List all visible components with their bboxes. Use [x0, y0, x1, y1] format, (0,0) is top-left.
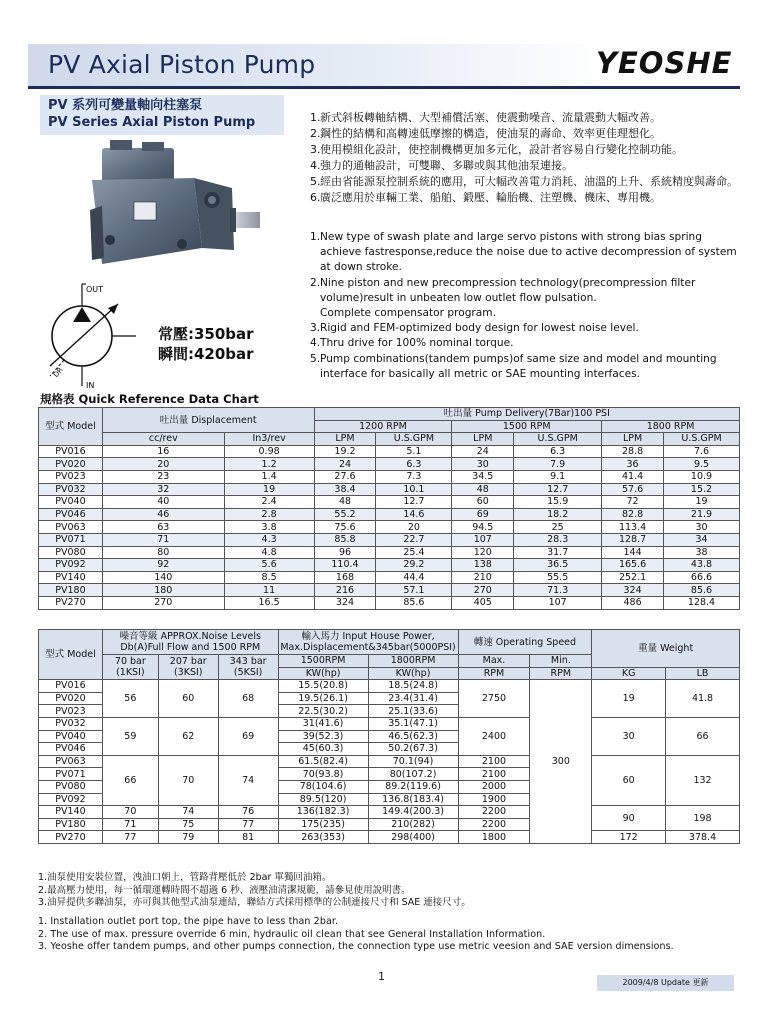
value-cell: 43.8 — [664, 559, 740, 572]
symbol-out-label: OUT — [86, 285, 104, 294]
value-cell: 7.3 — [376, 470, 452, 483]
table-row: PV092 89.5(120) 136.8(183.4) 1900 — [39, 793, 740, 806]
model-cell: PV140 — [39, 571, 103, 584]
value-cell: 31.7 — [514, 546, 602, 559]
value-cell: 110.4 — [314, 559, 376, 572]
value-cell: 44.4 — [376, 571, 452, 584]
value-cell: 92 — [102, 559, 224, 572]
col-header-noise: 噪音等級 APPROX.Noise Levels Db(A)Full Flow and 1500 RPM — [102, 630, 278, 655]
value-cell: 57.1 — [376, 584, 452, 597]
unit-header: RPM — [458, 667, 530, 680]
table-row: PV180 71 75 77 175(235) 210(282) 2200 — [39, 818, 740, 831]
value-cell: 165.6 — [602, 559, 664, 572]
value-cell: 15.9 — [514, 496, 602, 509]
table-row — [39, 470, 740, 483]
unit-header: RPM — [530, 667, 592, 680]
col-header-rpm: 1200 RPM — [314, 420, 452, 433]
value-cell: 10.1 — [376, 483, 452, 496]
symbol-in-label: IN — [86, 381, 95, 390]
noise-col: 207 bar (3KSI) — [158, 655, 218, 680]
page-title: PV Axial Piston Pump — [48, 50, 316, 79]
table-row: PV032 59 62 69 31(41.6) 35.1(47.1) 2400 30 66 — [39, 717, 740, 730]
value-cell: 85.6 — [376, 596, 452, 609]
value-cell: 10.9 — [664, 470, 740, 483]
value-cell: 21.9 — [664, 508, 740, 521]
value-cell: 30 — [452, 458, 514, 471]
page-number: 1 — [378, 970, 385, 983]
delivery-table-body — [39, 445, 740, 609]
value-cell: 11 — [224, 584, 314, 597]
value-cell: 12.7 — [376, 496, 452, 509]
model-cell: PV071 — [39, 533, 103, 546]
table-row: PV020 19.5(26.1) 23.4(31.4) — [39, 692, 740, 705]
value-cell: 0.98 — [224, 445, 314, 458]
notes-en — [38, 916, 674, 954]
model-cell: PV020 — [39, 458, 103, 471]
value-cell: 75.6 — [314, 521, 376, 534]
value-cell: 71 — [102, 533, 224, 546]
power-rpm-col: 1500RPM — [278, 655, 368, 668]
value-cell: 14.6 — [376, 508, 452, 521]
value-cell: 24 — [314, 458, 376, 471]
note-zh: 3.油昇提供多聯油泵，亦可與其他型式油泵連結，聯結方式採用標準的公制連接尺寸和 SAE 連接尺寸。 — [38, 897, 471, 908]
value-cell: 20 — [102, 458, 224, 471]
subheading-en: PV Series Axial Piston Pump — [48, 115, 256, 130]
value-cell: 324 — [602, 584, 664, 597]
update-badge: 2009/4/8 Update 更新 — [597, 975, 734, 991]
value-cell: 66.6 — [664, 571, 740, 584]
delivery-table — [38, 407, 740, 610]
noise-power-table — [38, 629, 740, 844]
feature-en-item: 1. New type of swash plate and large servo pistons with strong bias spring achieve fastresponse,reduce the noise due to active decompression of system at down stroke. — [310, 231, 737, 274]
unit-header: U.S.GPM — [376, 433, 452, 446]
value-cell: 252.1 — [602, 571, 664, 584]
value-cell: 5.6 — [224, 559, 314, 572]
value-cell: 2.8 — [224, 508, 314, 521]
value-cell: 486 — [602, 596, 664, 609]
table-row: PV040 39(52.3) 46.5(62.3) — [39, 730, 740, 743]
feature-zh-item: 3. 使用模組化設計，使控制機構更加多元化，設計者容易自行變化控制功能。 — [310, 143, 683, 156]
value-cell: 20 — [376, 521, 452, 534]
value-cell: 46 — [102, 508, 224, 521]
table-row: PV270 77 79 81 263(353) 298(400) 1800 172 378.4 — [39, 831, 740, 844]
value-cell: 4.8 — [224, 546, 314, 559]
value-cell: 1.4 — [224, 470, 314, 483]
value-cell: 48 — [452, 483, 514, 496]
value-cell: 30 — [664, 521, 740, 534]
value-cell: 36.5 — [514, 559, 602, 572]
value-cell: 16.5 — [224, 596, 314, 609]
feature-en-item: Complete compensator program. — [320, 307, 496, 320]
table-row — [39, 496, 740, 509]
value-cell: 128.7 — [602, 533, 664, 546]
value-cell: 85.6 — [664, 584, 740, 597]
model-cell: PV032 — [39, 483, 103, 496]
value-cell: 38 — [664, 546, 740, 559]
value-cell: 55.5 — [514, 571, 602, 584]
value-cell: 324 — [314, 596, 376, 609]
model-cell: PV046 — [39, 508, 103, 521]
table-row — [39, 596, 740, 609]
table-row — [39, 571, 740, 584]
value-cell: 19 — [664, 496, 740, 509]
value-cell: 19.2 — [314, 445, 376, 458]
col-header-power: 輸入馬力 Input House Power, Max.Displacement&345bar(5000PSI) — [278, 630, 458, 655]
value-cell: 28.3 — [514, 533, 602, 546]
col-header-speed: 轉速 Operating Speed — [458, 630, 592, 655]
speed-col: Max. — [458, 655, 530, 668]
subheading-zh: PV 系列可變量軸向柱塞泵 — [48, 98, 203, 113]
value-cell: 25.4 — [376, 546, 452, 559]
table-row — [39, 559, 740, 572]
value-cell: 28.8 — [602, 445, 664, 458]
value-cell: 168 — [314, 571, 376, 584]
value-cell: 128.4 — [664, 596, 740, 609]
value-cell: 270 — [102, 596, 224, 609]
table-row — [39, 483, 740, 496]
value-cell: 4.3 — [224, 533, 314, 546]
table-row — [39, 458, 740, 471]
value-cell: 36 — [602, 458, 664, 471]
value-cell: 29.2 — [376, 559, 452, 572]
unit-header: U.S.GPM — [514, 433, 602, 446]
value-cell: 38.4 — [314, 483, 376, 496]
unit-header: In3/rev — [224, 433, 314, 446]
value-cell: 9.5 — [664, 458, 740, 471]
value-cell: 180 — [102, 584, 224, 597]
table-row — [39, 584, 740, 597]
pump-product-image — [62, 140, 262, 280]
model-cell: PV040 — [39, 496, 103, 509]
header-rule — [28, 86, 740, 89]
speed-col: Min. — [530, 655, 592, 668]
value-cell: 82.8 — [602, 508, 664, 521]
unit-header: LPM — [602, 433, 664, 446]
features-en — [310, 230, 740, 382]
value-cell: 6.3 — [376, 458, 452, 471]
model-cell: PV023 — [39, 470, 103, 483]
note-zh: 2.最高壓力使用，每一循環運轉時間不超過 6 秒、液壓油清潔規範，請參見使用說明書。 — [38, 884, 411, 896]
col-header-weight: 重量 Weight — [592, 630, 740, 668]
section-title: 規格表 Quick Reference Data Chart — [40, 392, 259, 406]
table-row — [39, 521, 740, 534]
notes-zh — [38, 872, 471, 910]
feature-zh-item: 4. 強力的通軸設計，可雙聯、多聯或與其他油泵連接。 — [310, 159, 573, 172]
value-cell: 32 — [102, 483, 224, 496]
value-cell: 113.4 — [602, 521, 664, 534]
col-header-rpm: 1800 RPM — [602, 420, 740, 433]
value-cell: 18.2 — [514, 508, 602, 521]
value-cell: 12.7 — [514, 483, 602, 496]
table-row: PV063 66 70 74 61.5(82.4) 70.1(94) 2100 60 132 — [39, 755, 740, 768]
feature-en-item: 4. Thru drive for 100% nominal torque. — [310, 337, 514, 350]
col-header-model: 型式 Model — [39, 408, 103, 446]
table-row — [39, 546, 740, 559]
model-cell: PV270 — [39, 596, 103, 609]
unit-header: KW(hp) — [278, 667, 368, 680]
power-rpm-col: 1800RPM — [368, 655, 458, 668]
noise-col: 343 bar (5KSI) — [218, 655, 278, 680]
table-row — [39, 533, 740, 546]
col-header-displacement: 吐出量 Displacement — [102, 408, 314, 433]
pressure-peak: 瞬間:420bar — [158, 345, 254, 363]
value-cell: 16 — [102, 445, 224, 458]
unit-header: LB — [666, 667, 740, 680]
table-row: PV071 70(93.8) 80(107.2) 2100 — [39, 768, 740, 781]
value-cell: 27.6 — [314, 470, 376, 483]
table-row: PV046 45(60.3) 50.2(67.3) — [39, 743, 740, 756]
model-cell: PV080 — [39, 546, 103, 559]
feature-zh-item: 1. 新式斜板轉軸結構、大型補償活塞、使震動噪音、流量震動大幅改善。 — [310, 111, 661, 124]
value-cell: 3.8 — [224, 521, 314, 534]
feature-zh-item: 6. 廣泛應用於車輛工業、船舶、鍛壓、輪胎機、注塑機、機床、專用機。 — [310, 191, 661, 204]
feature-en-item: 5. Pump combinations(tandem pumps)of same size and model and mounting interface for basically all metric or SAE mounting interfaces. — [310, 352, 717, 380]
unit-header: LPM — [314, 433, 376, 446]
unit-header: KG — [592, 667, 666, 680]
value-cell: 7.9 — [514, 458, 602, 471]
model-cell: PV180 — [39, 584, 103, 597]
value-cell: 80 — [102, 546, 224, 559]
value-cell: 405 — [452, 596, 514, 609]
model-cell: PV016 — [39, 445, 103, 458]
feature-en-item: 2. Nine piston and new precompression technology(precompression filter volume)result in unbeaten low outlet flow pulsation. — [310, 276, 696, 304]
value-cell: 5.1 — [376, 445, 452, 458]
pressure-normal: 常壓:350bar — [158, 325, 254, 343]
note-en: 2. The use of max. pressure override 6 min, hydraulic oil clean that see General Installation Information. — [38, 928, 546, 940]
value-cell: 9.1 — [514, 470, 602, 483]
note-zh: 1.油泵使用安裝位置，洩油口朝上，管路背壓低於 2bar 單獨回油箱。 — [38, 872, 332, 883]
model-cell: PV092 — [39, 559, 103, 572]
col-header-model: 型式 Model — [39, 630, 103, 680]
table-row: PV016 56 60 68 15.5(20.8) 18.5(24.8) 2750 300 19 41.8 — [39, 680, 740, 693]
col-header-rpm: 1500 RPM — [452, 420, 602, 433]
hydraulic-symbol-icon — [40, 280, 140, 390]
value-cell: 72 — [602, 496, 664, 509]
note-en: 1. Installation outlet port top, the pipe have to less than 2bar. — [38, 916, 339, 927]
value-cell: 120 — [452, 546, 514, 559]
value-cell: 8.5 — [224, 571, 314, 584]
value-cell: 57.6 — [602, 483, 664, 496]
value-cell: 94.5 — [452, 521, 514, 534]
value-cell: 71.3 — [514, 584, 602, 597]
value-cell: 2.4 — [224, 496, 314, 509]
unit-header: LPM — [452, 433, 514, 446]
col-header-delivery: 吐出量 Pump Delivery(7Bar)100 PSI — [314, 408, 739, 421]
unit-header: U.S.GPM — [664, 433, 740, 446]
brand-logo: YEOSHE — [596, 46, 733, 80]
value-cell: 48 — [314, 496, 376, 509]
value-cell: 15.2 — [664, 483, 740, 496]
table-row: PV080 78(104.6) 89.2(119.6) 2000 — [39, 780, 740, 793]
value-cell: 19 — [224, 483, 314, 496]
value-cell: 34 — [664, 533, 740, 546]
value-cell: 144 — [602, 546, 664, 559]
value-cell: 107 — [514, 596, 602, 609]
value-cell: 216 — [314, 584, 376, 597]
value-cell: 210 — [452, 571, 514, 584]
feature-en-item: 3. Rigid and FEM-optimized body design for lowest noise level. — [310, 322, 639, 335]
value-cell: 23 — [102, 470, 224, 483]
symbol-dr-label: DR — [51, 365, 65, 379]
table-row — [39, 445, 740, 458]
pressure-ratings — [158, 324, 254, 364]
value-cell: 24 — [452, 445, 514, 458]
unit-header: KW(hp) — [368, 667, 458, 680]
value-cell: 1.2 — [224, 458, 314, 471]
value-cell: 7.6 — [664, 445, 740, 458]
value-cell: 40 — [102, 496, 224, 509]
feature-zh-item: 2. 鋼性的結構和高轉速低摩擦的構造，使油泵的壽命、效率更佳理想化。 — [310, 127, 661, 140]
features-zh — [310, 110, 740, 206]
value-cell: 34.5 — [452, 470, 514, 483]
value-cell: 55.2 — [314, 508, 376, 521]
model-cell: PV063 — [39, 521, 103, 534]
value-cell: 22.7 — [376, 533, 452, 546]
feature-zh-item: 5. 經由省能源泵控制系統的應用，可大幅改善電力消耗、油溫的上升、系統精度與壽命。 — [310, 175, 738, 188]
note-en: 3. Yeoshe offer tandem pumps, and other pumps connection, the connection type use metric veesion and SAE version dimensions. — [38, 941, 674, 952]
value-cell: 96 — [314, 546, 376, 559]
table-row: PV140 70 74 76 136(182.3) 149.4(200.3) 2200 90 198 — [39, 806, 740, 819]
value-cell: 6.3 — [514, 445, 602, 458]
value-cell: 85.8 — [314, 533, 376, 546]
value-cell: 60 — [452, 496, 514, 509]
value-cell: 107 — [452, 533, 514, 546]
value-cell: 140 — [102, 571, 224, 584]
table-row: PV023 22.5(30.2) 25.1(33.6) — [39, 705, 740, 718]
value-cell: 63 — [102, 521, 224, 534]
value-cell: 69 — [452, 508, 514, 521]
value-cell: 270 — [452, 584, 514, 597]
value-cell: 41.4 — [602, 470, 664, 483]
noise-col: 70 bar (1KSI) — [102, 655, 158, 680]
table-row — [39, 508, 740, 521]
value-cell: 138 — [452, 559, 514, 572]
unit-header: cc/rev — [102, 433, 224, 446]
product-subheading — [40, 95, 284, 135]
value-cell: 25 — [514, 521, 602, 534]
